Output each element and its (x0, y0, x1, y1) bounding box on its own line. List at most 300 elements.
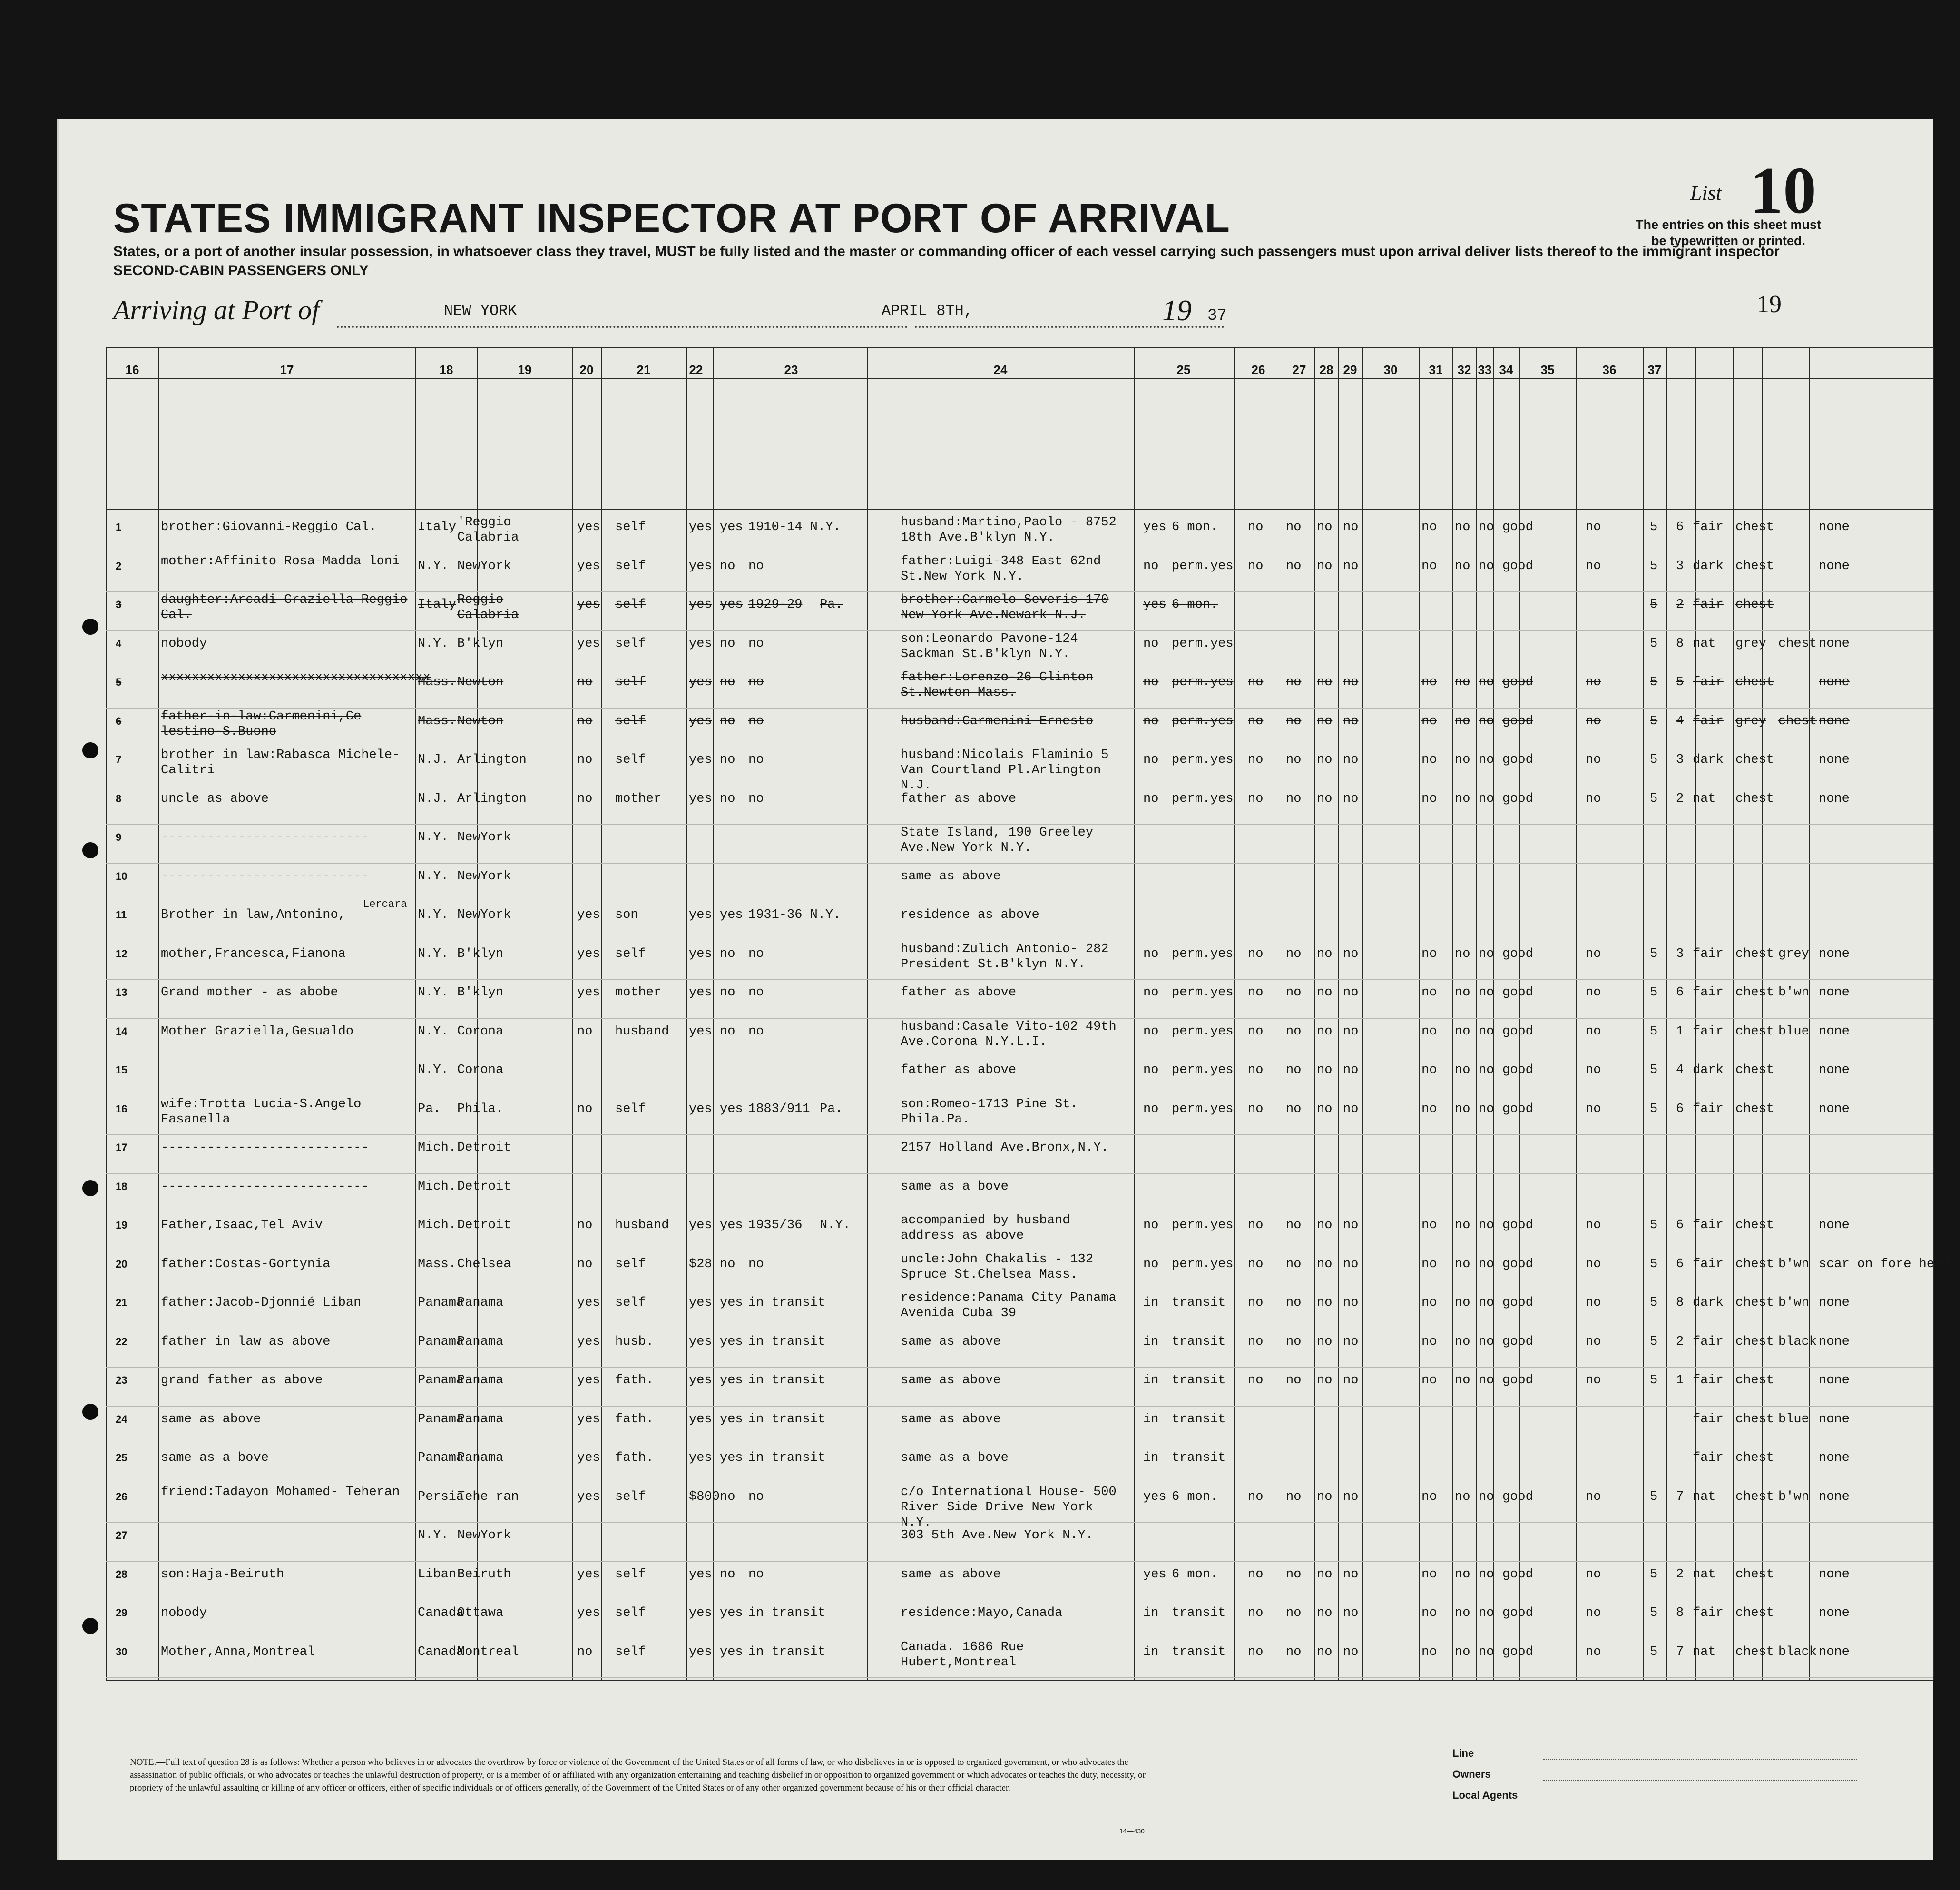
cell-deformed: no (1586, 714, 1601, 728)
cell-eyes: b'wn (1778, 1489, 1809, 1504)
column-number: 21 (637, 363, 651, 377)
cell-complexion: fair (1693, 1412, 1724, 1427)
column-rule (106, 347, 107, 1680)
cell-paid: self (615, 1296, 646, 1310)
cell-q30: no (1455, 791, 1470, 806)
cell-health: good (1502, 1024, 1533, 1039)
cell-deformed: no (1586, 1644, 1601, 1659)
column-number: 20 (579, 363, 594, 377)
cell-before: no (720, 1567, 735, 1582)
cell-q27: no (1317, 1218, 1333, 1232)
cell-period: in transit (748, 1451, 826, 1465)
cell-complexion: fair (1693, 1334, 1724, 1349)
cell-feet: 5 (1650, 946, 1658, 961)
cell-q27: no (1317, 520, 1333, 534)
cell-perm: perm.yes (1172, 1102, 1234, 1116)
cell-q31: no (1479, 1024, 1494, 1039)
cell-join: residence:Panama City Panama Avenida Cuba 39 (901, 1291, 1117, 1320)
cell-join: uncle:John Chakalis - 132 Spruce St.Chelsea Mass. (901, 1252, 1094, 1282)
cell-inches: 7 (1676, 1489, 1684, 1504)
column-rule (1576, 347, 1577, 1680)
cell-join: father as above (901, 985, 1017, 1000)
cell-city: Panama (457, 1451, 504, 1465)
cell-hair: grey (1735, 636, 1766, 651)
cell-hair: chest (1735, 946, 1774, 961)
cell-paid: self (615, 1644, 646, 1659)
cell-ticket: yes (577, 1412, 600, 1427)
cell-city: Panama (457, 1412, 504, 1427)
cell-relative: brother:Giovanni-Reggio Cal. (161, 520, 377, 534)
cell-relative: Mother Graziella,Gesualdo (161, 1024, 354, 1039)
cell-q28: no (1343, 1334, 1359, 1349)
cell-complexion: dark (1693, 1296, 1724, 1310)
cell-marks: none (1819, 520, 1850, 534)
cell-q31: no (1479, 1334, 1494, 1349)
cell-paid: self (615, 1567, 646, 1582)
cell-state: N.Y. (418, 869, 449, 884)
cell-no: 29 (116, 1607, 127, 1619)
cell-q29: no (1421, 1063, 1437, 1077)
column-rule (477, 347, 478, 1680)
column-rule (1419, 347, 1420, 1680)
cell-perm: perm.yes (1172, 1024, 1234, 1039)
cell-money: yes (689, 1024, 712, 1039)
cell-before: no (720, 675, 735, 689)
cell-deformed: no (1586, 1489, 1601, 1504)
typewritten-note: The entries on this sheet must be typewritten or printed. (1635, 217, 1822, 248)
cell-paid: husband (615, 1024, 669, 1039)
cell-hair: chest (1735, 1567, 1774, 1582)
cell-complexion: nat (1693, 1644, 1716, 1659)
cell-state: N.Y. (418, 830, 449, 845)
cell-q27: no (1317, 985, 1333, 1000)
cell-join: State Island, 190 Greeley Ave.New York N.Y. (901, 826, 1094, 855)
cell-ticket: yes (577, 1489, 600, 1504)
manifest-sheet (57, 119, 1950, 1860)
cell-no: 15 (116, 1064, 127, 1076)
column-number: 25 (1176, 363, 1191, 377)
cell-health: good (1502, 1644, 1533, 1659)
cell-relative: mother:Affinito Rosa-Madda loni (161, 554, 400, 569)
cell-q28: no (1343, 1567, 1359, 1582)
cell-eyes: grey (1778, 946, 1809, 961)
cell-q29: no (1421, 1296, 1437, 1310)
cell-feet: 5 (1650, 1606, 1658, 1620)
cell-city: Panama (457, 1296, 504, 1310)
cell-city: Detroit (457, 1218, 511, 1232)
cell-ticket: yes (577, 1296, 600, 1310)
cell-join: father:Luigi-348 East 62nd St.New York N.Y. (901, 554, 1101, 584)
page-title: STATES IMMIGRANT INSPECTOR AT PORT OF ARRIVAL (113, 196, 1230, 241)
cell-q29: no (1421, 1334, 1437, 1349)
cell-q26: no (1286, 1606, 1302, 1620)
cell-no: 18 (116, 1180, 127, 1192)
cell-city: NewYork (457, 1528, 511, 1543)
cell-eyes: b'wn (1778, 1257, 1809, 1271)
cell-state: Panama (418, 1296, 464, 1310)
cell-q28: no (1343, 1606, 1359, 1620)
cell-paid: fath. (615, 1412, 654, 1427)
cell-q27: no (1317, 753, 1333, 767)
cell-relative: Mother,Anna,Montreal (161, 1644, 315, 1659)
cell-before: no (720, 946, 735, 961)
column-rule (1643, 347, 1644, 1680)
cell-hair: chest (1735, 1063, 1774, 1077)
column-number: 24 (993, 363, 1008, 377)
cell-q28: no (1343, 753, 1359, 767)
column-number: 31 (1429, 363, 1443, 377)
cell-before: yes (720, 1218, 743, 1232)
cell-state: Canada (418, 1606, 464, 1620)
cell-purpose: in (1143, 1412, 1159, 1427)
cell-no: 6 (116, 715, 122, 727)
cell-hair: chest (1735, 1412, 1774, 1427)
cell-q30: no (1455, 1257, 1470, 1271)
cell-state: N.Y. (418, 559, 449, 573)
cell-before: yes (720, 1606, 743, 1620)
cell-money: yes (689, 791, 712, 806)
cell-join: brother:Carmelo Severis 170 New York Ave.Newark N.J. (901, 593, 1109, 622)
cell-q29: no (1421, 791, 1437, 806)
cell-purpose: in (1143, 1296, 1159, 1310)
cell-q29: no (1421, 1102, 1437, 1116)
cell-q25: no (1248, 1606, 1264, 1620)
cell-perm: perm.yes (1172, 559, 1234, 573)
column-number: 29 (1343, 363, 1357, 377)
cell-before: no (720, 753, 735, 767)
cell-feet: 5 (1650, 1218, 1658, 1232)
cell-inches: 8 (1676, 1296, 1684, 1310)
cell-purpose: in (1143, 1334, 1159, 1349)
cell-q26: no (1286, 1102, 1302, 1116)
cell-money: yes (689, 946, 712, 961)
cell-ticket: no (577, 1644, 593, 1659)
cell-complexion: fair (1693, 675, 1724, 689)
cell-perm: perm.yes (1172, 1063, 1234, 1077)
cell-ticket: no (577, 1024, 593, 1039)
cell-q27: no (1317, 675, 1333, 689)
column-rule (1666, 347, 1667, 1680)
cell-where: Pa. (820, 598, 843, 612)
cell-inches: 8 (1676, 636, 1684, 651)
cell-join: same as above (901, 1334, 1001, 1349)
cell-q29: no (1421, 714, 1437, 728)
cell-feet: 5 (1650, 1334, 1658, 1349)
column-rule (572, 347, 573, 1680)
cell-q30: no (1455, 1063, 1470, 1077)
cell-q30: no (1455, 1024, 1470, 1039)
cell-join: father:Lorenzo-26 Clinton St.Newton Mass. (901, 670, 1094, 700)
column-rule (1476, 347, 1477, 1680)
cell-money: $800 (689, 1489, 720, 1504)
cell-deformed: no (1586, 1024, 1601, 1039)
cell-deformed: no (1586, 1102, 1601, 1116)
column-rule (1134, 347, 1135, 1680)
cell-q31: no (1479, 1218, 1494, 1232)
cell-inches: 2 (1676, 1567, 1684, 1582)
cell-relative: nobody (161, 1606, 207, 1620)
punch-hole (82, 1404, 98, 1420)
cell-no: 20 (116, 1258, 127, 1270)
cell-before: no (720, 1257, 735, 1271)
cell-ticket: no (577, 675, 593, 689)
cell-q25: no (1248, 675, 1264, 689)
cell-q25: no (1248, 1489, 1264, 1504)
cell-q27: no (1317, 946, 1333, 961)
cell-complexion: nat (1693, 636, 1716, 651)
cell-ticket: yes (577, 598, 600, 612)
cell-perm: 6 mon. (1172, 1567, 1218, 1582)
cell-ticket: yes (577, 1373, 600, 1388)
cell-hair: chest (1735, 559, 1774, 573)
cell-perm: perm.yes (1172, 1218, 1234, 1232)
cell-relative: Brother in law,Antonino, (161, 908, 346, 922)
cell-q29: no (1421, 1567, 1437, 1582)
cell-paid: mother (615, 985, 662, 1000)
cell-purpose: yes (1143, 598, 1166, 612)
cell-before: no (720, 636, 735, 651)
cell-q26: no (1286, 1257, 1302, 1271)
cell-q25: no (1248, 1024, 1264, 1039)
cell-q29: no (1421, 1218, 1437, 1232)
cell-deformed: no (1586, 675, 1601, 689)
cell-health: good (1502, 1567, 1533, 1582)
cell-money: yes (689, 1567, 712, 1582)
row-rule (106, 979, 1933, 980)
cell-inches: 6 (1676, 1218, 1684, 1232)
cell-join: residence:Mayo,Canada (901, 1606, 1063, 1620)
punch-hole (82, 619, 98, 635)
row-rule (106, 591, 1933, 592)
cell-state: Mich. (418, 1179, 457, 1194)
cell-no: 13 (116, 986, 127, 998)
cell-q31: no (1479, 520, 1494, 534)
cell-city: Arlington (457, 791, 527, 806)
cell-city: Corona (457, 1063, 504, 1077)
cell-q31: no (1479, 985, 1494, 1000)
cell-marks: none (1819, 1218, 1850, 1232)
arrival-date: APRIL 8TH, (882, 302, 973, 320)
cell-eyes: black (1778, 1644, 1817, 1659)
cell-health: good (1502, 1606, 1533, 1620)
cell-no: 4 (116, 637, 122, 650)
cell-q29: no (1421, 985, 1437, 1000)
cell-q29: no (1421, 753, 1437, 767)
column-number: 16 (125, 363, 139, 377)
cell-city: 'Reggio Calabria (457, 515, 519, 545)
cell-eyes: b'wn (1778, 1296, 1809, 1310)
cell-join: husband:Nicolais Flaminio 5 Van Courtland Pl.Arlington N.J. (901, 748, 1109, 793)
column-number: 37 (1647, 363, 1662, 377)
cell-ticket: yes (577, 559, 600, 573)
cell-q26: no (1286, 753, 1302, 767)
cell-complexion: dark (1693, 1063, 1724, 1077)
cell-q29: no (1421, 1489, 1437, 1504)
cell-health: good (1502, 714, 1533, 728)
cell-q30: no (1455, 675, 1470, 689)
column-number-rule (106, 378, 1933, 379)
cell-hair: chest (1735, 598, 1774, 612)
cell-marks: none (1819, 636, 1850, 651)
cell-period: in transit (748, 1644, 826, 1659)
cell-q25: no (1248, 985, 1264, 1000)
cell-deformed: no (1586, 753, 1601, 767)
row-rule (106, 1173, 1933, 1174)
row-rule (106, 708, 1933, 709)
cell-perm: 6 mon. (1172, 598, 1218, 612)
cell-join: son:Leonardo Pavone-124 Sackman St.B'klyn N.Y. (901, 631, 1078, 661)
cell-period: 1929-29 (748, 598, 803, 612)
cell-state: Mass. (418, 714, 457, 728)
cell-q28: no (1343, 520, 1359, 534)
cell-perm: transit (1172, 1412, 1226, 1427)
cell-paid: self (615, 559, 646, 573)
cell-ticket: yes (577, 1451, 600, 1465)
cell-perm: transit (1172, 1334, 1226, 1349)
cell-q28: no (1343, 1024, 1359, 1039)
cell-no: 27 (116, 1529, 127, 1541)
cell-deformed: no (1586, 985, 1601, 1000)
cell-relative: --------------------------- (161, 869, 369, 884)
cell-inches: 2 (1676, 598, 1684, 612)
cell-q28: no (1343, 559, 1359, 573)
column-rule (1762, 347, 1763, 1680)
cell-city: Montreal (457, 1644, 519, 1659)
cell-paid: self (615, 675, 646, 689)
cell-feet: 5 (1650, 1296, 1658, 1310)
cell-q25: no (1248, 559, 1264, 573)
cell-feet: 5 (1650, 636, 1658, 651)
cell-state: Mich. (418, 1141, 457, 1155)
cell-q28: no (1343, 1257, 1359, 1271)
cell-state: Mich. (418, 1218, 457, 1232)
cell-city: Reggio Calabria (457, 593, 519, 622)
cell-hair: chest (1735, 1296, 1774, 1310)
cell-paid: self (615, 714, 646, 728)
cell-no: 7 (116, 754, 122, 766)
cell-health: good (1502, 985, 1533, 1000)
header-bottom-rule (106, 509, 1933, 510)
column-rule (686, 347, 687, 1680)
cell-period: no (748, 714, 764, 728)
cell-q27: no (1317, 1334, 1333, 1349)
cell-deformed: no (1586, 1296, 1601, 1310)
arrival-year: 37 (1207, 307, 1227, 325)
column-number: 36 (1602, 363, 1617, 377)
cell-no: 30 (116, 1645, 127, 1658)
cell-complexion: fair (1693, 985, 1724, 1000)
cell-paid: self (615, 1489, 646, 1504)
cell-paid: husb. (615, 1334, 654, 1349)
cell-state: Panama (418, 1412, 464, 1427)
cell-money: yes (689, 1644, 712, 1659)
cell-join: husband:Casale Vito-102 49th Ave.Corona N.Y.L.I. (901, 1019, 1117, 1049)
cell-no: 9 (116, 831, 122, 843)
cell-q29: no (1421, 520, 1437, 534)
cell-before: yes (720, 598, 743, 612)
cell-paid: self (615, 946, 646, 961)
cell-money: yes (689, 1451, 712, 1465)
cell-paid: mother (615, 791, 662, 806)
cell-city: Corona (457, 1024, 504, 1039)
cell-period: no (748, 559, 764, 573)
cell-marks: none (1819, 946, 1850, 961)
cell-q26: no (1286, 1489, 1302, 1504)
cell-inches: 8 (1676, 1606, 1684, 1620)
cell-perm: perm.yes (1172, 946, 1234, 961)
cell-feet: 5 (1650, 559, 1658, 573)
cell-health: good (1502, 559, 1533, 573)
cell-marks: scar on fore head (1819, 1257, 1950, 1271)
cell-marks: none (1819, 1606, 1850, 1620)
cell-hair: chest (1735, 1257, 1774, 1271)
column-rule (1519, 347, 1520, 1680)
cell-city: Newton (457, 714, 504, 728)
cell-q26: no (1286, 675, 1302, 689)
column-number: 34 (1499, 363, 1513, 377)
cell-paid: fath. (615, 1451, 654, 1465)
row-rule (106, 863, 1933, 864)
cell-marks: none (1819, 1451, 1850, 1465)
cell-before: yes (720, 1644, 743, 1659)
cell-hair: chest (1735, 1334, 1774, 1349)
cell-q25: no (1248, 1334, 1264, 1349)
cell-relative: brother in law:Rabasca Michele-Calitri (161, 748, 400, 778)
form-number: 14—430 (1119, 1827, 1145, 1835)
cell-inches: 6 (1676, 520, 1684, 534)
cell-q28: no (1343, 1373, 1359, 1388)
cell-q29: no (1421, 559, 1437, 573)
cell-no: 8 (116, 792, 122, 805)
cell-city: Phila. (457, 1102, 504, 1116)
cell-period: no (748, 1567, 764, 1582)
cell-before: no (720, 1024, 735, 1039)
cell-marks: none (1819, 1102, 1850, 1116)
cell-marks: none (1819, 1644, 1850, 1659)
cell-city: Ottawa (457, 1606, 504, 1620)
cell-feet: 5 (1650, 753, 1658, 767)
cell-complexion: fair (1693, 714, 1724, 728)
row-rule (106, 630, 1933, 631)
line-label: Line (1452, 1747, 1474, 1759)
cell-q27: no (1317, 1644, 1333, 1659)
cell-state: N.Y. (418, 636, 449, 651)
cell-no: 10 (116, 870, 127, 882)
cell-q31: no (1479, 1567, 1494, 1582)
cell-city: Detroit (457, 1179, 511, 1194)
column-rule (713, 347, 714, 1680)
cell-inches: 2 (1676, 1334, 1684, 1349)
column-number: 17 (280, 363, 294, 377)
cell-marks: none (1819, 985, 1850, 1000)
cell-feet: 5 (1650, 520, 1658, 534)
cell-period: 1883/911 (748, 1102, 810, 1116)
cell-health: good (1502, 1257, 1533, 1271)
cell-state: Pa. (418, 1102, 441, 1116)
cell-q28: no (1343, 1063, 1359, 1077)
cell-ticket: no (577, 1102, 593, 1116)
cell-q31: no (1479, 559, 1494, 573)
cell-q25: no (1248, 1296, 1264, 1310)
cell-q31: no (1479, 753, 1494, 767)
cell-city: NewYork (457, 830, 511, 845)
column-rule (1933, 347, 1934, 1680)
cell-no: 14 (116, 1025, 127, 1037)
cell-q30: no (1455, 1644, 1470, 1659)
cell-feet: 5 (1650, 1373, 1658, 1388)
cell-inches: 6 (1676, 1257, 1684, 1271)
cell-feet: 5 (1650, 1024, 1658, 1039)
